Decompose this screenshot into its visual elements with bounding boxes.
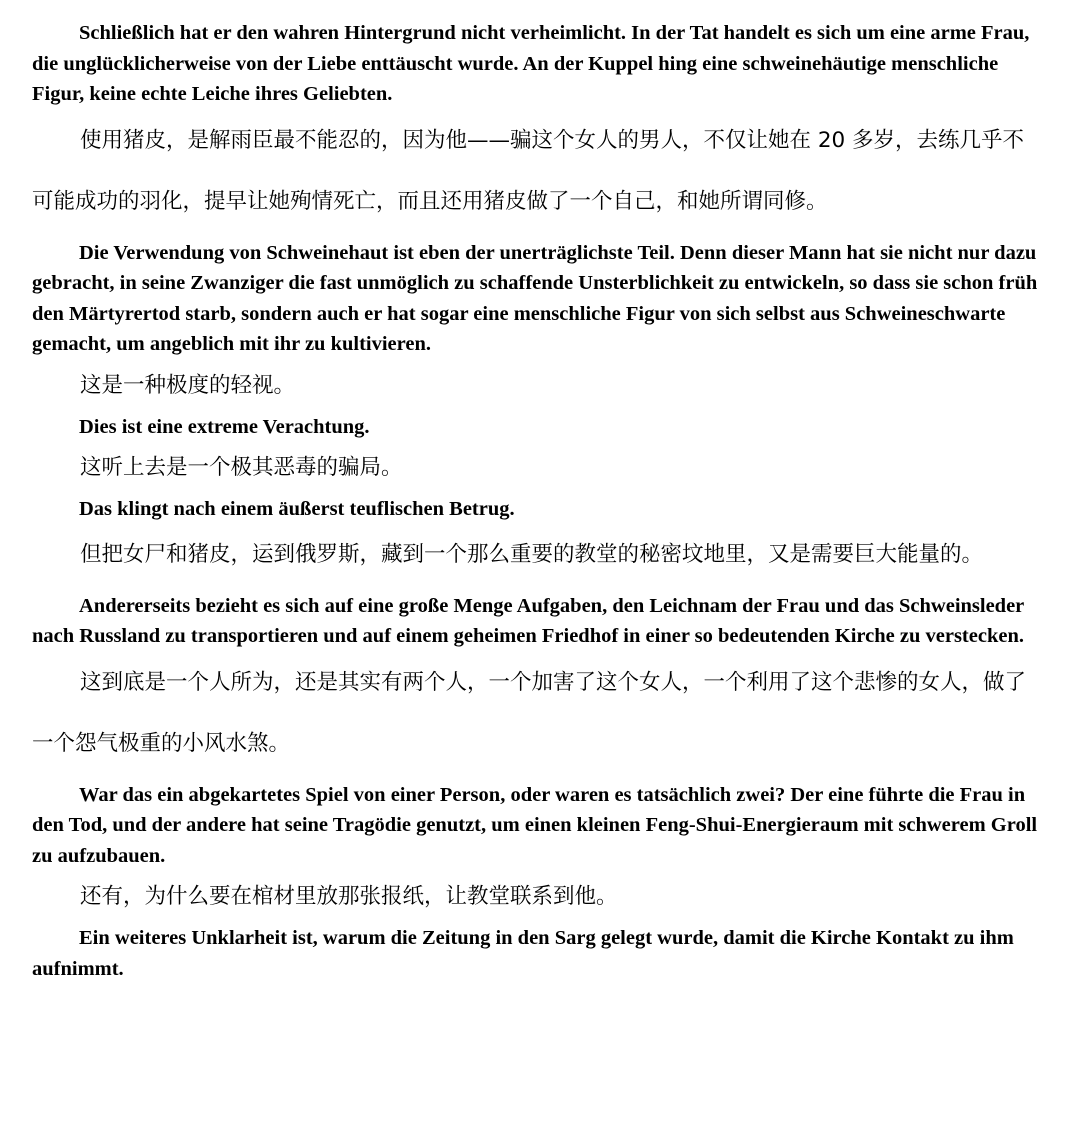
paragraph-de-4: Das klingt nach einem äußerst teuflischen Betrug. xyxy=(79,497,515,520)
paragraph-zh-2: 这是一种极度的轻视。 xyxy=(80,372,296,398)
paragraph-de-7: Ein weiteres Unklarheit ist, warum die Zeitung in den Sarg gelegt wurde, damit die Kirche Kontakt zu ihm aufnimmt. xyxy=(32,927,1014,980)
document-page xyxy=(32,18,1042,984)
paragraph-de-5: Andererseits bezieht es sich auf eine große Menge Aufgaben, den Leichnam der Frau und das Schweinsleder nach Russland zu transportieren und auf einem geheimen Friedhof in einer so bedeutenden Kirche zu verstecken. xyxy=(32,594,1024,647)
paragraph-zh-6: 还有，为什么要在棺材里放那张报纸，让教堂联系到他。 xyxy=(80,884,618,909)
paragraph-zh-1: 使用猪皮，是解雨臣最不能忍的，因为他——骗这个女人的男人，不仅让她在 20 多岁，去练几乎不可能成功的羽化，提早让她殉情死亡，而且还用猪皮做了一个自己，和她所谓同修。 xyxy=(32,127,1025,214)
paragraph-de-3: Dies ist eine extreme Verachtung. xyxy=(79,415,370,438)
paragraph-zh-5: 这到底是一个人所为，还是其实有两个人，一个加害了这个女人，一个利用了这个悲惨的女人，做了一个怨气极重的小风水煞。 xyxy=(32,669,1027,756)
paragraph-de-2: Die Verwendung von Schweinehaut ist eben der unerträglichste Teil. Denn dieser Mann hat sie nicht nur dazu gebracht, in seine Zwanziger die fast unmöglich zu schaffende Unsterblichkeit zu entwickeln, so dass sie schon früh den Märtyrertod starb, sondern auch er hat sogar eine menschliche Figur von sich selbst aus Schweineschwarte gemacht, um angeblich mit ihr zu kultivieren. xyxy=(32,241,1038,355)
paragraph-de-1: Schließlich hat er den wahren Hintergrund nicht verheimlicht. In der Tat handelt es sich um eine arme Frau, die unglücklicherweise von der Liebe enttäuscht wurde. An der Kuppel hing eine schweinehäutige menschliche Figur, keine echte Leiche ihres Geliebten. xyxy=(32,22,1030,105)
paragraph-de-6: War das ein abgekartetes Spiel von einer Person, oder waren es tatsächlich zwei? Der eine führte die Frau in den Tod, und der andere hat seine Tragödie genutzt, um einen kleinen Feng-Shui-Energieraum mit schwerem Groll zu aufzubauen. xyxy=(32,783,1038,867)
paragraph-zh-3: 这听上去是一个极其恶毒的骗局。 xyxy=(80,454,403,480)
paragraph-zh-4: 但把女尸和猪皮，运到俄罗斯，藏到一个那么重要的教堂的秘密坟地里，又是需要巨大能量的。 xyxy=(80,541,984,567)
